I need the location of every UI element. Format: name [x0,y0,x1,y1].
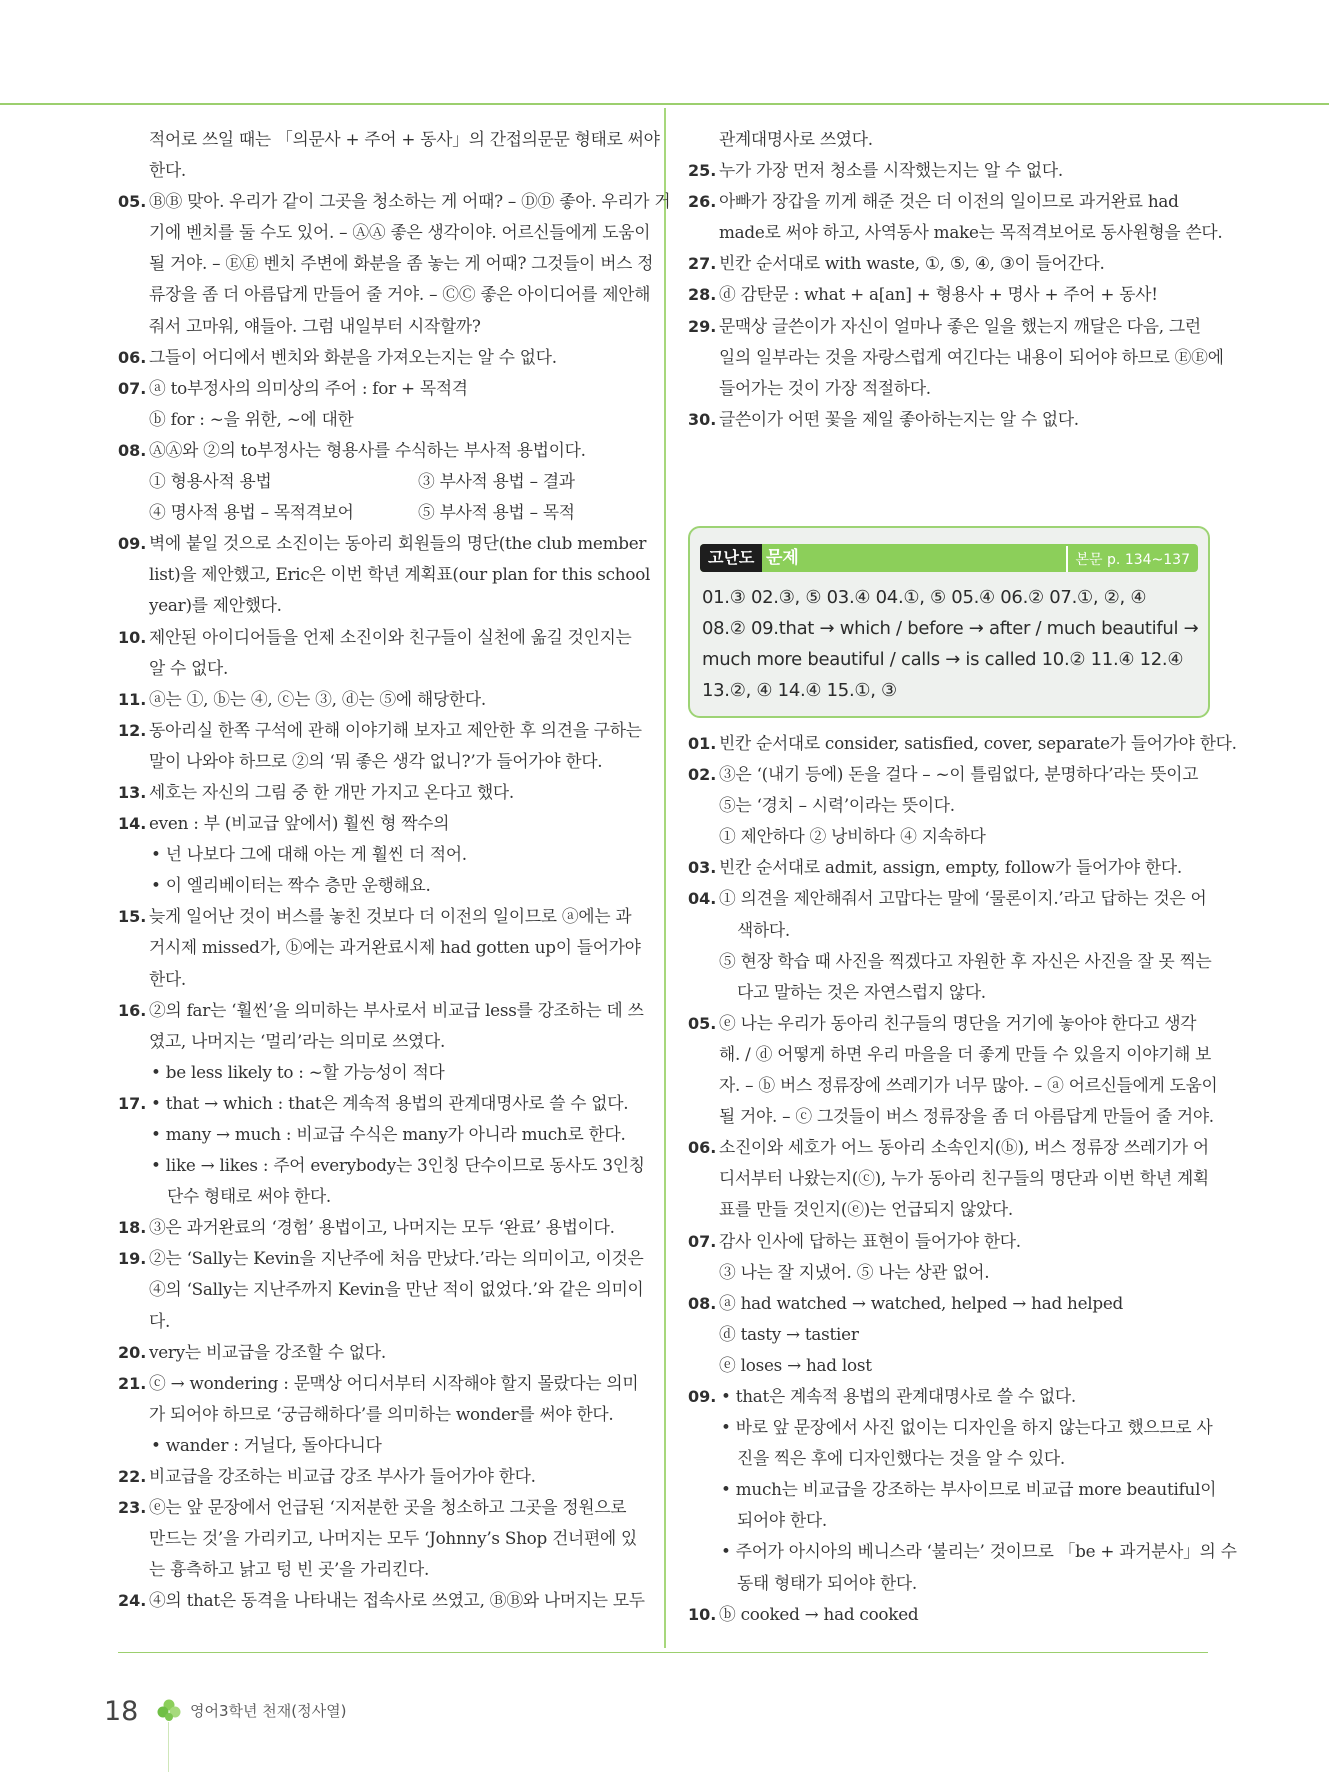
answer-explanation-line [118,342,644,373]
question-number: 30. [688,409,717,429]
answer-explanation-line [118,497,644,528]
question-number: 07. [118,378,147,398]
answer-explanation-line [118,777,644,808]
explanation-text: • 넌 나보다 그에 대해 아는 게 훨씬 더 적어. [151,844,467,865]
explanation-text: 아빠가 장갑을 끼게 해준 것은 더 이전의 일이므로 과거완료 had [719,191,1179,212]
explanation-text: ③ 나는 잘 지냈어. ⑤ 나는 상관 없어. [719,1261,990,1282]
answer-explanation-line [118,622,644,653]
explanation-text: list)을 제안했고, Eric은 이번 학년 계획표(our plan for this school [149,564,651,585]
left-column [118,124,671,1617]
question-number: 10. [118,627,147,647]
answer-explanation-line [118,1523,644,1554]
explanation-text: 적어로 쓰일 때는 「의문사 + 주어 + 동사」의 간접의문문 형태로 써야 [149,129,660,149]
answer-explanation-line [688,1474,1217,1505]
question-number: 27. [688,254,717,274]
explanation-text: 해. / ⓓ 어떻게 하면 우리 마을을 더 좋게 만들 수 있을지 이야기해 보 [719,1043,1212,1064]
answer-explanation-line [118,1337,644,1368]
question-number: 07. [688,1231,717,1251]
explanation-text: ⓔ는 앞 문장에서 언급된 ‘지저분한 곳을 청소하고 그곳을 정원으로 [149,1497,627,1518]
explanation-text: ③은 ‘(내기 등에) 돈을 걸다 – ~이 틀림없다, 분명하다’라는 뜻이고 [719,764,1199,785]
explanation-text: very는 비교급을 강조할 수 없다. [149,1341,386,1362]
answer-explanation-line [118,715,644,746]
explanation-text: • many → much : 비교급 수식은 many가 아니라 much로 한다. [151,1124,626,1144]
answer-explanation-line [118,870,644,901]
answer-explanation-line [688,1599,1212,1630]
answer-explanation-line [688,1319,1212,1350]
question-number: 26. [688,192,717,212]
explanation-text: 누가 가장 먼저 청소를 시작했는지는 알 수 없다. [719,160,1063,181]
answer-explanation-line [118,1150,644,1181]
explanation-text: • be less likely to : ~할 가능성이 적다 [151,1061,445,1082]
right-column-top [688,124,1224,435]
question-number: 22. [118,1467,147,1487]
answer-explanation-line [118,435,644,466]
answer-explanation-line [688,1350,1212,1381]
answer-explanation-line [688,404,1212,435]
answer-explanation-line [118,1212,644,1243]
explanation-text: ⓐ had watched → watched, helped → had helped [719,1292,1124,1313]
explanation-text: • much는 비교급을 강조하는 부사이므로 비교급 more beautiful이 [721,1479,1217,1500]
explanation-text: • 바로 앞 문장에서 사진 없이는 디자인을 하지 않는다고 했으므로 사 [721,1417,1213,1438]
explanation-text: ②의 far는 ‘훨씬’을 의미하는 부사로서 비교급 less를 강조하는 데 쓰 [149,999,644,1020]
answer-explanation-line [688,1194,1212,1225]
question-number: 20. [118,1342,147,1362]
question-number: 06. [688,1138,717,1158]
explanation-text: 한다. [149,968,187,989]
explanation-text-second: ③ 부사적 용법 – 결과 [418,471,575,492]
explanation-text: 제안된 아이디어들을 언제 소진이와 친구들이 실천에 옮길 것인지는 [149,626,632,647]
answer-explanation-line [688,977,1212,1008]
explanation-text: 다. [149,1310,171,1331]
difficulty-tag: 고난도 [700,544,762,572]
explanation-text: ① 제안하다 ② 낭비하다 ④ 지속하다 [719,826,986,847]
answer-explanation-line [118,528,647,559]
answer-explanation-line [688,311,1212,342]
answer-explanation-line [118,311,644,342]
answer-explanation-line [688,373,1212,404]
explanation-text: ⓒ → wondering : 문맥상 어디서부터 시작해야 할지 몰랐다는 의미 [149,1372,639,1393]
answer-key-list [702,582,1202,706]
bottom-rule [118,1652,1208,1653]
question-number: 09. [688,1386,717,1406]
explanation-text: 감사 인사에 답하는 표현이 들어가야 한다. [719,1230,1021,1251]
explanation-text: • 주어가 아시아의 베니스라 ‘불리는’ 것이므로 「be + 과거분사」의 수 [721,1541,1237,1562]
explanation-text: 알 수 없다. [149,657,229,678]
advanced-answer-box [688,526,1210,718]
explanation-text: ⒷⒷ 맞아. 우리가 같이 그곳을 청소하는 게 어때? – ⒹⒹ 좋아. 우리가 거 [149,191,671,212]
explanation-text: 류장을 좀 더 아름답게 만들어 줄 거야. – ⒸⒸ 좋은 아이디어를 제안해 [149,284,651,305]
explanation-text: 빈칸 순서대로 admit, assign, empty, follow가 들어가야 한다. [719,857,1182,878]
explanation-text: 말이 나와야 하므로 ②의 ‘뭐 좋은 생각 없니?’가 들어가야 한다. [149,750,603,771]
answer-explanation-line [118,808,644,839]
answer-explanation-line [688,1505,1212,1536]
explanation-text: ⓑ for : ~을 위한, ~에 대한 [149,408,354,429]
explanation-text: 만드는 것’을 가리키고, 나머지는 모두 ‘Johnny’s Shop 건너편에 있 [149,1528,637,1549]
answer-explanation-line [688,1163,1212,1194]
explanation-text: 동아리실 한쪽 구석에 관해 이야기해 보자고 제안한 후 의견을 구하는 [149,719,642,740]
explanation-text: 단수 형태로 써야 한다. [167,1186,331,1207]
answer-explanation-line [118,466,644,497]
explanation-text: • 이 엘리베이터는 짝수 층만 운행해요. [151,875,431,896]
answer-explanation-line [688,821,1212,852]
answer-explanation-line [118,590,644,621]
answer-explanation-line [118,186,671,217]
explanation-text: 벽에 붙일 것으로 소진이는 동아리 회원들의 명단(the club member [149,533,647,554]
explanation-text: 문맥상 글쓴이가 자신이 얼마나 좋은 일을 했는지 깨달은 다음, 그런 [719,315,1201,336]
answer-explanation-line [118,559,651,590]
answer-explanation-line [118,1399,644,1430]
explanation-text: ⓐ는 ①, ⓑ는 ④, ⓒ는 ③, ⓓ는 ⑤에 해당한다. [149,688,486,709]
question-number: 01. [688,734,717,753]
explanation-text: 관계대명사로 쓰였다. [719,129,873,149]
question-number: 19. [118,1249,147,1269]
question-number: 11. [118,689,147,709]
explanation-text: 빈칸 순서대로 with waste, ①, ⑤, ④, ③이 들어간다. [719,253,1105,274]
answer-explanation-line [688,852,1212,883]
answer-explanation-line [118,1368,644,1399]
explanation-text: ⑤ 현장 학습 때 사진을 찍겠다고 자원한 후 자신은 사진을 잘 못 찍는 [719,950,1212,971]
answer-explanation-line [118,404,644,435]
question-number: 25. [688,161,717,181]
answer-explanation-line [118,684,644,715]
explanation-text: 디서부터 나왔는지(ⓒ), 누가 동아리 친구들의 명단과 이번 학년 계획 [719,1168,1209,1189]
answer-explanation-line [688,342,1224,373]
explanation-text: ⓓ tasty → tastier [719,1323,859,1344]
answer-explanation-line [118,1088,644,1119]
explanation-text: • like → likes : 주어 everybody는 3인칭 단수이므로 동사도 3인칭 [151,1155,645,1176]
answer-explanation-line [118,746,644,777]
explanation-text: 가 되어야 하므로 ‘궁금해하다’를 의미하는 wonder를 써야 한다. [149,1403,614,1424]
question-number: 21. [118,1373,147,1393]
explanation-text: ④ 명사적 용법 – 목적격보어 [149,502,354,523]
answer-explanation-line [118,1461,644,1492]
explanation-text: 소진이와 세호가 어느 동아리 소속인지(ⓑ), 버스 정류장 쓰레기가 어 [719,1137,1209,1158]
explanation-text: 한다. [149,160,187,181]
explanation-text: 빈칸 순서대로 consider, satisfied, cover, separate가 들어가야 한다. [719,733,1237,753]
answer-explanation-line [118,1554,644,1585]
answer-line: 13.②, ④ 14.④ 15.①, ③ [702,680,897,701]
explanation-text-second: ⑤ 부사적 용법 – 목적 [418,502,575,523]
explanation-text: 진을 찍은 후에 디자인했다는 것을 알 수 있다. [737,1448,1065,1469]
explanation-text: even : 부 (비교급 앞에서) 훨씬 형 짝수의 [149,813,450,834]
explanation-text: ②는 ‘Sally는 Kevin을 지난주에 처음 만났다.’라는 의미이고, 이것은 [149,1248,644,1269]
answer-box-header [700,544,1198,572]
answer-explanation-line [688,759,1212,790]
explanation-text: 비교급을 강조하는 비교급 강조 부사가 들어가야 한다. [149,1466,536,1487]
answer-explanation-line [688,1101,1212,1132]
answer-explanation-line [688,1412,1212,1443]
answer-explanation-line [118,248,654,279]
answer-explanation-line [118,901,644,932]
explanation-text: 표를 만들 것인지(ⓔ)는 언급되지 않았다. [719,1199,1013,1220]
answer-line: 08.② 09.that → which / before → after / much beautiful → [702,618,1199,639]
question-number: 06. [118,347,147,367]
answer-explanation-line [118,373,644,404]
explanation-text: 색하다. [737,919,790,940]
question-number: 09. [118,534,147,554]
question-number: 04. [688,889,717,909]
textbook-page-reference: 본문 p. 134~137 [1066,546,1190,572]
answer-explanation-line [118,653,644,684]
answer-explanation-line [118,1492,644,1523]
answer-explanation-line [688,1226,1212,1257]
answer-explanation-line [688,883,1212,914]
explanation-text: 였고, 나머지는 ‘멀리’라는 의미로 쓰였다. [149,1030,446,1051]
explanation-text: 기에 벤치를 둘 수도 있어. – ⒶⒶ 좋은 생각이야. 어르신들에게 도움이 [149,222,651,243]
answer-explanation-line [118,155,644,186]
answer-explanation-line [688,1536,1237,1567]
question-number: 03. [688,858,717,878]
answer-explanation-line [118,279,651,310]
answer-explanation-line [688,186,1212,217]
question-number: 16. [118,1000,147,1020]
answer-explanation-line [118,932,644,963]
answer-explanation-line [118,1243,644,1274]
explanation-text: 는 흉측하고 낡고 텅 빈 곳’을 가리킨다. [149,1559,430,1580]
answer-explanation-line [688,217,1223,248]
answer-explanation-line [688,728,1237,759]
explanation-text: ⑤는 ‘경치 – 시력’이라는 뜻이다. [719,795,955,816]
answer-explanation-line [688,1257,1212,1288]
explanation-text: 일의 일부라는 것을 자랑스럽게 여긴다는 내용이 되어야 하므로 ⒺⒺ에 [719,346,1224,367]
answer-explanation-line [688,1443,1212,1474]
explanation-text: ⓐ to부정사의 의미상의 주어 : for + 목적격 [149,377,468,398]
explanation-text: 될 거야. – ⓒ 그것들이 버스 정류장을 좀 더 아름답게 만들어 줄 거야. [719,1106,1214,1127]
question-number: 05. [688,1013,717,1033]
explanation-text: 글쓴이가 어떤 꽃을 제일 좋아하는지는 알 수 없다. [719,408,1079,429]
explanation-text: 동태 형태가 되어야 한다. [737,1572,917,1593]
question-number: 10. [688,1604,717,1624]
explanation-text: ④의 that은 동격을 나타내는 접속사로 쓰였고, ⒷⒷ와 나머지는 모두 [149,1590,645,1611]
question-number: 23. [118,1498,147,1518]
explanation-text: ④의 ‘Sally는 지난주까지 Kevin을 만난 적이 없었다.’와 같은 의미이 [149,1279,644,1300]
answer-explanation-line [688,248,1212,279]
right-column-bottom [688,728,1237,1630]
explanation-text: • wander : 거닐다, 돌아다니다 [151,1434,382,1455]
answer-line: 01.③ 02.③, ⑤ 03.④ 04.①, ⑤ 05.④ 06.② 07.①, ②, ④ [702,587,1147,608]
explanation-text: ⒶⒶ와 ②의 to부정사는 형용사를 수식하는 부사적 용법이다. [149,439,586,460]
explanation-text: 세호는 자신의 그림 중 한 개만 가지고 온다고 했다. [149,781,514,802]
answer-explanation-line [118,839,644,870]
explanation-text: ① 형용사적 용법 [149,471,272,492]
question-number: 08. [688,1293,717,1313]
answer-explanation-line [688,1039,1212,1070]
footer-decoration-line [168,1722,169,1772]
book-title: 영어3학년 천재(정사열) [190,1702,347,1720]
explanation-text: ⓔ 나는 우리가 동아리 친구들의 명단을 거기에 놓아야 한다고 생각 [719,1012,1197,1033]
answer-explanation-line [118,124,660,155]
answer-explanation-line [118,1585,644,1616]
answer-explanation-line [688,790,1212,821]
answer-explanation-line [118,1306,644,1337]
question-number: 14. [118,814,147,834]
explanation-text: 다고 말하는 것은 자연스럽지 않다. [737,981,986,1002]
question-number: 29. [688,316,717,336]
explanation-text: 자. – ⓑ 버스 정류장에 쓰레기가 너무 많아. – ⓐ 어르신들에게 도움이 [719,1075,1218,1096]
question-number: 17. [118,1093,147,1113]
explanation-text: • that은 계속적 용법의 관계대명사로 쓸 수 없다. [721,1385,1076,1406]
answer-box-title: 문제 [766,548,799,568]
answer-explanation-line [118,1119,644,1150]
question-number: 13. [118,782,147,802]
answer-explanation-line [118,1274,644,1305]
answer-explanation-line [118,1057,644,1088]
answer-explanation-line [118,1026,644,1057]
answer-explanation-line [688,1381,1212,1412]
question-number: 28. [688,285,717,305]
answer-explanation-line [688,1008,1212,1039]
answer-explanation-line [118,1181,644,1212]
page-number: 18 [104,1696,139,1727]
explanation-text: made로 써야 하고, 사역동사 make는 목적격보어로 동사원형을 쓴다. [719,222,1223,243]
answer-explanation-line [688,1288,1212,1319]
explanation-text: 줘서 고마워, 얘들아. 그럼 내일부터 시작할까? [149,315,481,336]
explanation-text: 그들이 어디에서 벤치와 화분을 가져오는지는 알 수 없다. [149,346,557,367]
explanation-text: ① 의견을 제안해줘서 고맙다는 말에 ‘물론이지.’라고 답하는 것은 어 [719,888,1207,909]
answer-line: much more beautiful / calls → is called 10.② 11.④ 12.④ [702,649,1184,670]
answer-explanation-line [688,1568,1212,1599]
clover-leaf-icon [156,1698,182,1728]
question-number: 24. [118,1591,147,1611]
top-rule [0,103,1329,105]
answer-explanation-line [688,946,1212,977]
question-number: 02. [688,765,717,785]
explanation-text: 거시제 missed가, ⓑ에는 과거완료시제 had gotten up이 들어가야 [149,937,641,958]
answer-explanation-line [688,1070,1218,1101]
question-number: 15. [118,907,147,927]
answer-explanation-line [118,217,651,248]
explanation-text: ⓓ 감탄문 : what + a[an] + 형용사 + 명사 + 주어 + 동사! [719,284,1158,305]
question-number: 05. [118,192,147,212]
explanation-text: 될 거야. – ⒺⒺ 벤치 주변에 화분을 좀 놓는 게 어때? 그것들이 버스 정 [149,253,654,274]
explanation-text: ⓔ loses → had lost [719,1354,872,1375]
answer-explanation-line [118,1430,644,1461]
explanation-text: 늦게 일어난 것이 버스를 놓친 것보다 더 이전의 일이므로 ⓐ에는 과 [149,906,632,927]
explanation-text: ③은 과거완료의 ‘경험’ 용법이고, 나머지는 모두 ‘완료’ 용법이다. [149,1217,615,1238]
answer-explanation-line [118,964,644,995]
answer-explanation-line [688,279,1212,310]
explanation-text: • that → which : that은 계속적 용법의 관계대명사로 쓸 수 없다. [151,1092,629,1113]
question-number: 12. [118,720,147,740]
answer-explanation-line [688,915,1212,946]
answer-explanation-line [688,1132,1212,1163]
answer-explanation-line [118,995,644,1026]
column-divider [664,108,666,1648]
explanation-text: 들어가는 것이 가장 적절하다. [719,377,931,398]
question-number: 08. [118,440,147,460]
explanation-text: year)를 제안했다. [149,595,282,616]
explanation-text: 되어야 한다. [737,1510,827,1531]
explanation-text: ⓑ cooked → had cooked [719,1603,919,1624]
question-number: 18. [118,1218,147,1238]
answer-explanation-line [688,124,1212,155]
answer-explanation-line [688,155,1212,186]
